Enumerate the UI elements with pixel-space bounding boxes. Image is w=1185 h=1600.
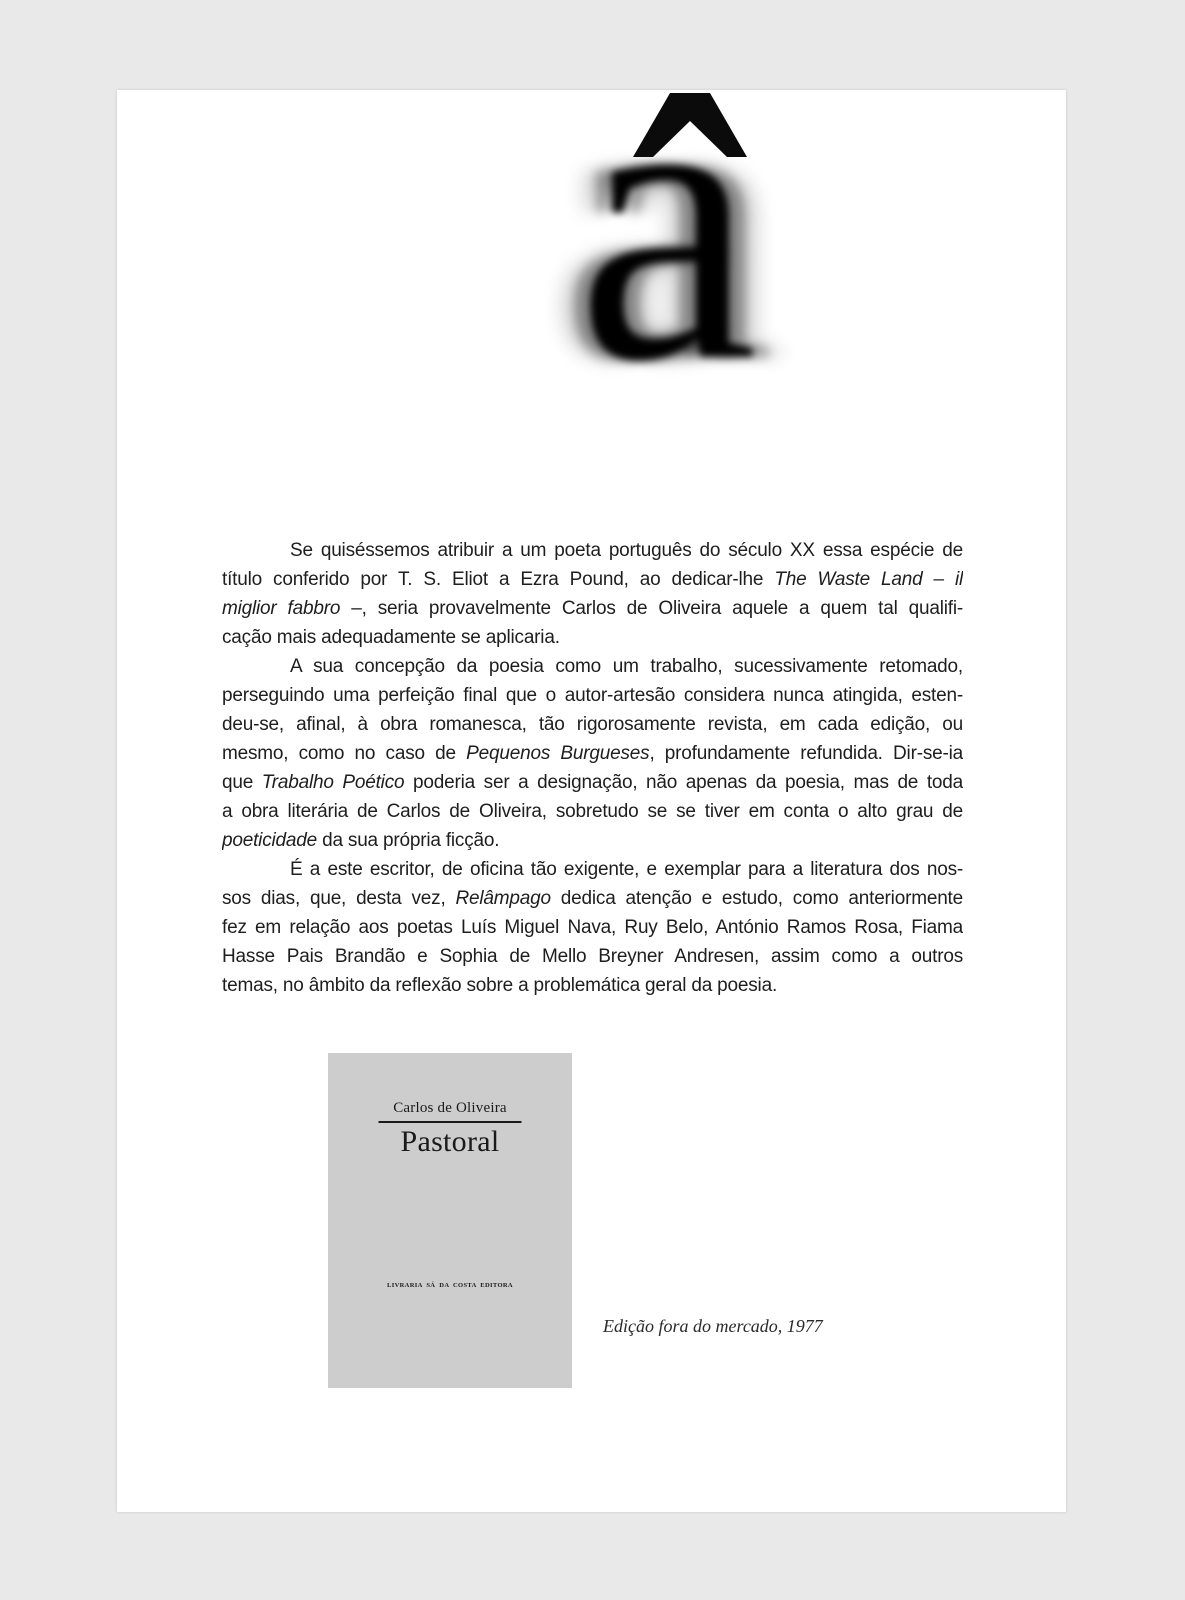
article-line: que Trabalho Poético poderia ser a designação, não apenas da poesia, mas de toda	[222, 772, 963, 793]
article-line: mesmo, como no caso de Pequenos Burgueses, profundamente refundida. Dir-se-ia	[222, 743, 963, 764]
circumflex-icon	[633, 93, 747, 157]
article-line: Hasse Pais Brandão e Sophia de Mello Breyner Andresen, assim como a outros	[222, 946, 963, 967]
article-line: a obra literária de Carlos de Oliveira, sobretudo se se tiver em conta o alto grau de	[222, 801, 963, 822]
book-cover-title: Pastoral	[400, 1125, 500, 1158]
article-line: fez em relação aos poetas Luís Miguel Nava, Ruy Belo, António Ramos Rosa, Fiama	[222, 917, 963, 938]
article-line: miglior fabbro –, seria provavelmente Carlos de Oliveira aquele a quem tal qualifi-	[222, 598, 963, 619]
article-line: sos dias, que, desta vez, Relâmpago dedica atenção e estudo, como anteriormente	[222, 888, 963, 909]
figure-caption: Edição fora do mercado, 1977	[603, 1316, 823, 1336]
article-line: perseguindo uma perfeição final que o autor-artesão considera nunca atingida, esten-	[222, 685, 963, 706]
article-line: É a este escritor, de oficina tão exigente, e exemplar para a literatura dos nos-	[290, 859, 963, 880]
article-text	[222, 536, 963, 1000]
article-line: Se quiséssemos atribuir a um poeta português do século XX essa espécie de	[290, 540, 963, 561]
book-cover-author: Carlos de Oliveira	[393, 1100, 507, 1116]
book-cover-publisher: LIVRARIA SÁ DA COSTA EDITORA	[387, 1282, 513, 1289]
article-line: A sua concepção da poesia como um trabalho, sucessivamente retomado,	[290, 656, 963, 677]
book-cover-rule	[379, 1121, 522, 1123]
article-line: poeticidade da sua própria ficção.	[222, 830, 500, 851]
article-line: temas, no âmbito da reflexão sobre a problemática geral da poesia.	[222, 975, 778, 996]
magazine-page	[117, 0, 1066, 1512]
article-line: cação mais adequadamente se aplicaria.	[222, 627, 560, 648]
article-line: deu-se, afinal, à obra romanesca, tão rigorosamente revista, em cada edição, ou	[222, 714, 963, 735]
masthead-letter: a	[576, 0, 758, 446]
book-cover	[328, 1053, 572, 1388]
article-line: título conferido por T. S. Eliot a Ezra Pound, ao dedicar-lhe The Waste Land – il	[222, 569, 963, 590]
